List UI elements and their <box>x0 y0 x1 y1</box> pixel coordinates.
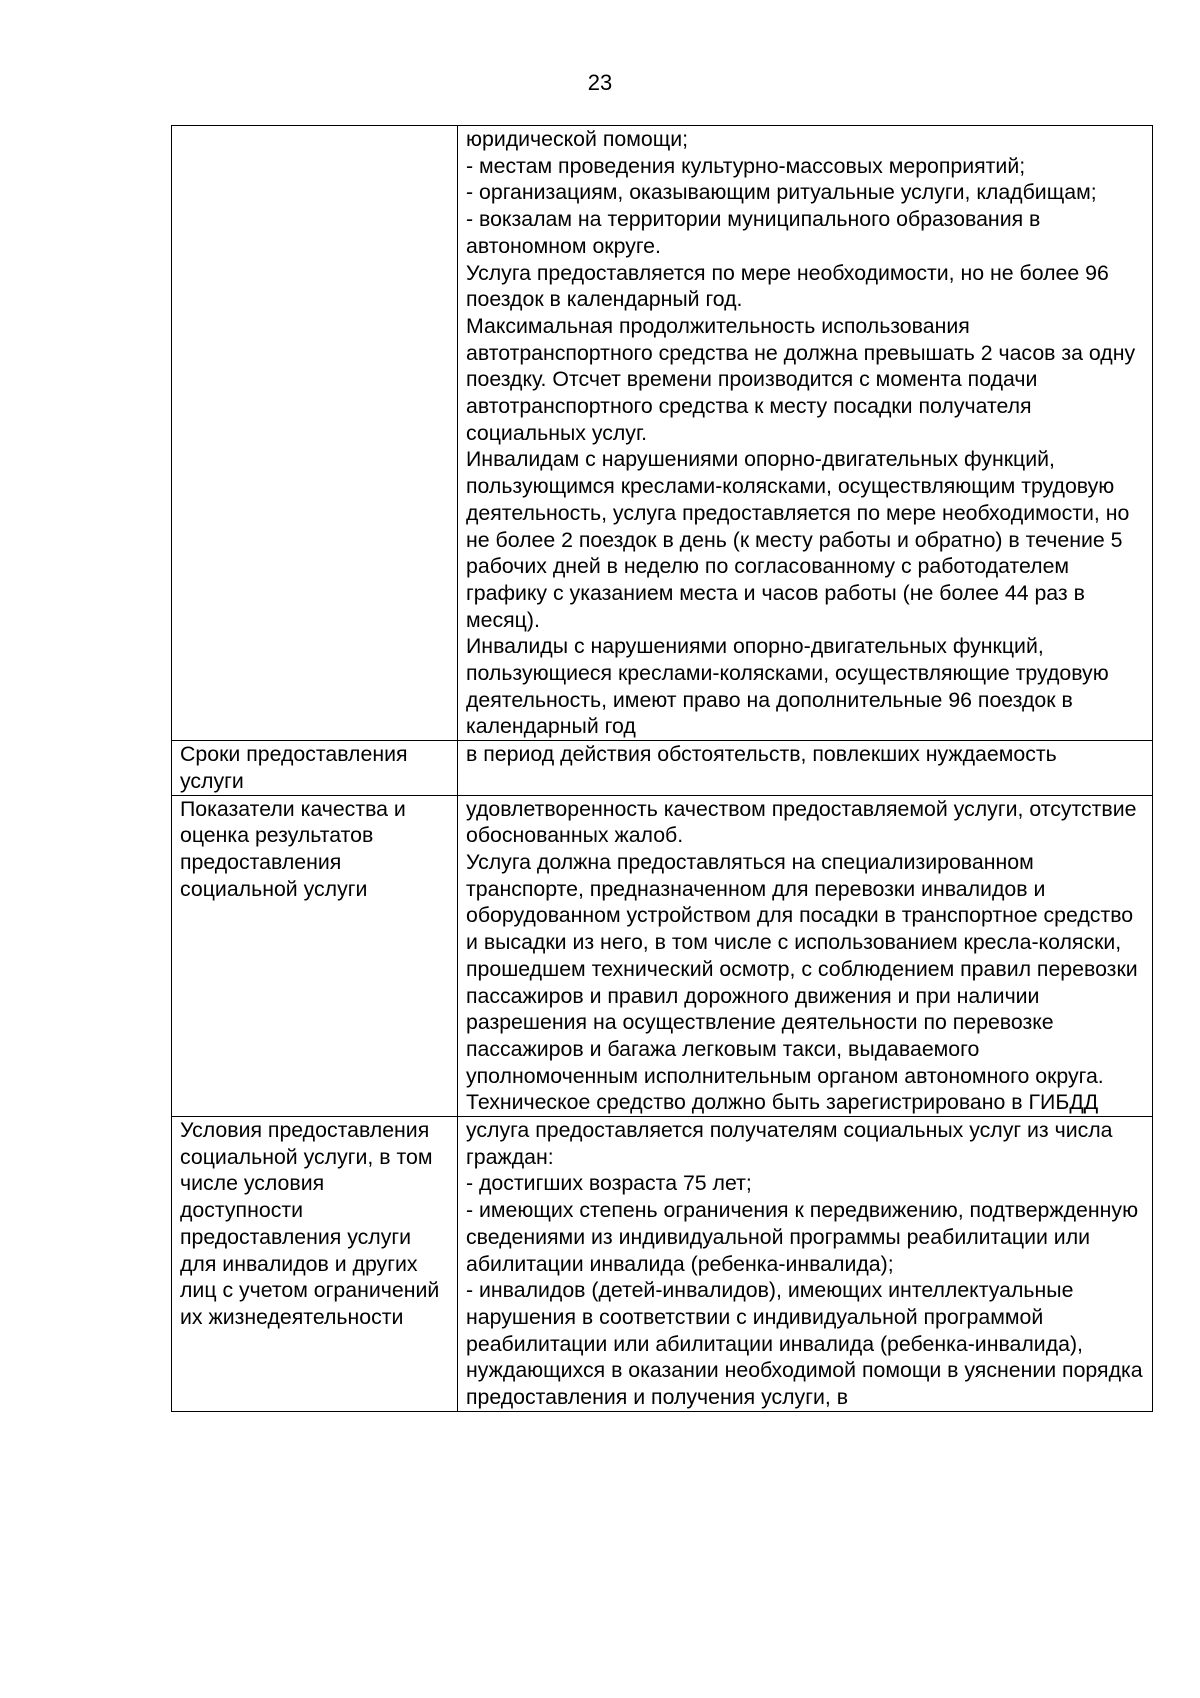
content-paragraph: - организациям, оказывающим ритуальные услуги, кладбищам; <box>466 180 1097 205</box>
table-row <box>172 126 1153 741</box>
content-paragraph: Техническое средство должно быть зарегистрировано в ГИБДД <box>466 1090 1099 1115</box>
row-content-cell <box>458 741 1153 795</box>
row-label: Условия предоставления социальной услуги, в том числе условия доступности предоставления услуги для инвалидов и других лиц с учетом ограничений их жизнедеятельности <box>180 1118 440 1329</box>
page-number: 23 <box>587 70 613 95</box>
content-paragraph: - местам проведения культурно-массовых мероприятий; <box>466 153 1026 178</box>
content-paragraph: - инвалидов (детей-инвалидов), имеющих интеллектуальные нарушения в соответствии с индивидуальной программой реабилитации или абилитации инвалида (ребенка-инвалида), нуждающихся в оказании необходимой помощи в уяснении порядка предоставления и получения услуги, в <box>466 1278 1143 1410</box>
content-paragraph: услуга предоставляется получателям социальных услуг из числа граждан: <box>466 1118 1113 1169</box>
content-paragraph: юридической помощи; <box>466 127 689 151</box>
service-description-table <box>171 125 1153 1412</box>
row-label-cell <box>172 741 458 795</box>
table-row <box>172 795 1153 1116</box>
content-paragraph: - достигших возраста 75 лет; <box>466 1171 752 1196</box>
content-paragraph: Инвалиды с нарушениями опорно-двигательных функций, пользующиеся креслами-колясками, осуществляющие трудовую деятельность, имеют право на дополнительные 96 поездок в календарный год <box>466 634 1109 739</box>
table-row <box>172 1117 1153 1412</box>
content-paragraph: Инвалидам с нарушениями опорно-двигательных функций, пользующимся креслами-колясками, осуществляющим трудовую деятельность, услуга предоставляется по мере необходимости, но не более 2 поездок в день (к месту работы и обратно) в течение 5 рабочих дней в неделю по согласованному с работодателем графику с указанием места и часов работы (не более 44 раз в месяц). <box>466 447 1130 632</box>
row-content-cell <box>458 1117 1153 1412</box>
content-paragraph: удовлетворенность качеством предоставляемой услуги, отсутствие обоснованных жалоб. <box>466 796 1137 848</box>
row-label-cell <box>172 126 458 741</box>
content-paragraph: в период действия обстоятельств, повлекших нуждаемость <box>466 742 1057 767</box>
content-paragraph: Услуга должна предоставляться на специализированном транспорте, предназначенном для перевозки инвалидов и оборудованном устройством для посадки в транспортное средство и высадки из него, в том числе с использованием кресла-коляски, прошедшем технический осмотр, с соблюдением правил перевозки пассажиров и правил дорожного движения и при наличии разрешения на осуществление деятельности по перевозке пассажиров и багажа легковым такси, выдаваемого уполномоченным исполнительным органом автономного округа. <box>466 849 1138 1088</box>
row-label-cell <box>172 795 458 1116</box>
content-paragraph: - вокзалам на территории муниципального образования в автономном округе. <box>466 207 1041 258</box>
table-row <box>172 741 1153 795</box>
content-paragraph: Услуга предоставляется по мере необходимости, но не более 96 поездок в календарный год. <box>466 260 1109 312</box>
content-paragraph: - имеющих степень ограничения к передвижению, подтвержденную сведениями из индивидуальной программы реабилитации или абилитации инвалида (ребенка-инвалида); <box>466 1198 1139 1276</box>
row-label: Сроки предоставления услуги <box>180 742 408 793</box>
row-label-cell <box>172 1117 458 1412</box>
row-content-cell <box>458 126 1153 741</box>
content-paragraph: Максимальная продолжительность использования автотранспортного средства не должна превышать 2 часов за одну поездку. Отсчет времени производится с момента подачи автотранспортного средства к месту посадки получателя социальных услуг. <box>466 313 1136 445</box>
row-label: Показатели качества и оценка результатов предоставления социальной услуги <box>180 796 406 901</box>
row-content-cell <box>458 795 1153 1116</box>
